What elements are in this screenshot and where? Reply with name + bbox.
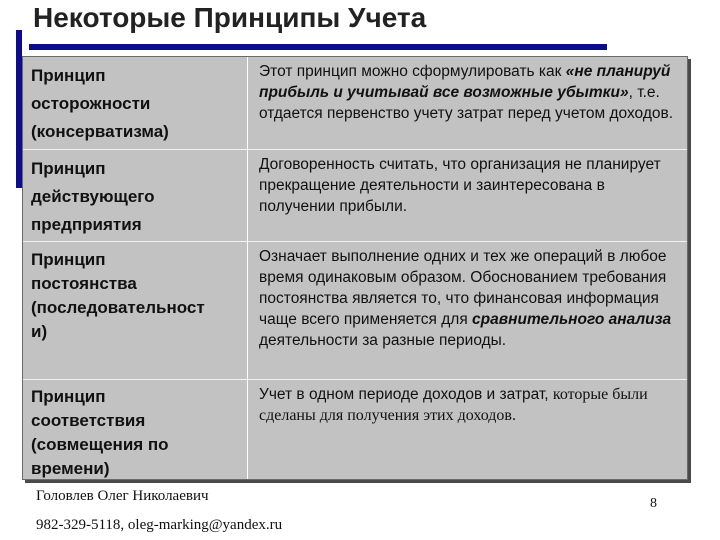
table-row (23, 57, 687, 150)
page-number: 8 (650, 496, 657, 511)
table-row (23, 380, 687, 479)
column-divider (247, 380, 248, 479)
principle-description: Договоренность считать, что организация не планирует прекращение деятельности и заинтересована в получении прибыли. (259, 156, 661, 215)
column-divider (247, 150, 248, 241)
principle-description: Этот принцип можно сформулировать как «не планируй прибыль и учитывай все возможные убытки», т.е. отдается первенство учету затрат перед учетом доходов. (259, 63, 674, 122)
principle-name: Принцип действующего предприятия (31, 159, 155, 234)
slide-title: Некоторые Принципы Учета (33, 2, 427, 33)
principle-name: Принцип соответствия (совмещения по времени) (31, 387, 169, 478)
principle-description: Учет в одном периоде доходов и затрат, которые были сделаны для получения этих доходов. (259, 386, 648, 424)
column-divider (247, 57, 248, 149)
column-divider (247, 242, 248, 379)
title-underline (29, 44, 607, 50)
table-row (23, 150, 687, 242)
footer-contact: 982-329-5118, oleg-marking@yandex.ru (36, 517, 283, 533)
footer-author: Головлев Олег Николаевич (36, 488, 209, 504)
principle-name: Принцип постоянства (последовательност и) (31, 250, 205, 341)
principle-name: Принцип осторожности (консерватизма) (31, 66, 169, 141)
principles-table (22, 56, 688, 480)
principle-description: Означает выполнение одних и тех же операций в любое время одинаковым образом. Обоснованием требования постоянства является то, что финансовая информация чаще всего применяется для сравнительного анализа деятельности за разные периоды. (259, 248, 672, 349)
table-row (23, 242, 687, 380)
